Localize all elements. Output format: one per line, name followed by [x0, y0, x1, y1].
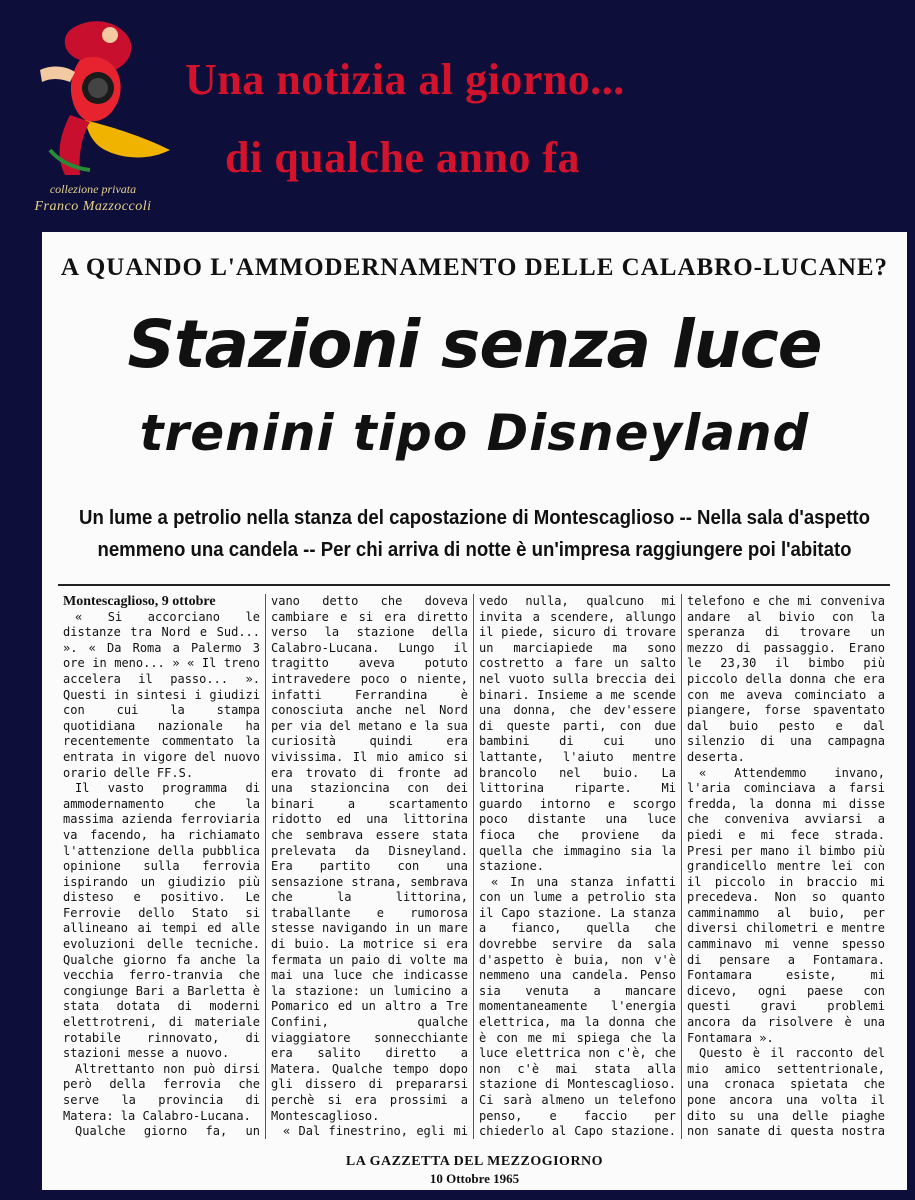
column-1: [58, 594, 266, 1139]
article-body: [58, 594, 890, 1139]
newspaper-name: LA GAZZETTA DEL MEZZOGIORNO: [345, 1154, 604, 1169]
column-4: [682, 594, 890, 1139]
paragraph: « In una stanza infatti con un lume a petrolio sta il Capo stazione. La stanza a fianco, quella che dovrebbe servire da sala d'aspetto è buia, non v'è nemmeno una candela. Penso sia venuta a mancare momentaneamente l'energia elettrica, ma la donna che è con me mi spiega che la luce elettrica non c'è, che non c'è mai stata alla stazione di Montescaglioso. Ci sarà almeno un telefono penso, e faccio per chiederlo al Capo stazione.: [479, 874, 676, 1139]
paragraph: « Attendemmo invano, l'aria cominciava a farsi fredda, la donna mi disse che conveniva avviarsi a piedi e mi fece strada. Presi per mano il bimbo più grandicello mentre lei con il piccolo in braccio mi precedeva. Non so quanto camminammo al buio, per diversi chilometri e mentre camminavo mi venne spesso di pensare a Fontamara. Fontamara esiste, mi dicevo, ogni paese con questi gravi problemi ancora da risolvere è una Fontamara ».: [687, 765, 885, 1045]
tagline-line1: Una notizia al giorno...: [185, 55, 625, 104]
logo-caption: [18, 182, 168, 215]
logo-caption-line2: Franco Mazzoccoli: [34, 199, 152, 214]
paragraph: vano detto che doveva cambiare e si era diretto verso la stazione della Calabro-Lucana. Lungo il tragitto aveva potuto intravedere poco o niente, infatti Ferrandina è conosciuta anche nel Nord per via del metano e la sua curiosità quindi era vivissima. Il mio amico si era trovato di fronte ad una stazioncina con dei binari a scartamento ridotto ed una littorina che sembrava essere stata prelevata da Disneyland. Era partito con una sensazione strana, sembrava che la littorina, traballante e rumorosa stesse navigando in un mare di buio. La motrice si era fermata un paio di volte ma mai una luce che indicasse la stazione: un lumicino a Pomarico ed un altro a Tre Confini, qualche viaggiatore sonnecchiante era salito diretto a Matera. Qualche tempo dopo gli dissero di prepararsi perchè si era prossimi a Montescaglioso.: [271, 594, 468, 1123]
article-deck: [72, 502, 876, 566]
newspaper-clipping: [42, 232, 907, 1190]
deck-line1: Un lume a petrolio nella stanza del capostazione di Montescaglioso -- Nella sala d'aspetto: [79, 507, 870, 529]
paragraph: Questo è il racconto del mio amico settentrionale, una cronaca spietata che pone ancora una volta il dito su una delle piaghe non sanate di questa nostra: [687, 1046, 885, 1139]
paragraph: « Dal finestrino, egli mi: [283, 1124, 468, 1139]
paragraph: « Si accorciano le distanze tra Nord e Sud... ». « Da Roma a Palermo 3 ore in meno... » « Il treno accelera il passo... ». Questi in sintesi i giudizi con cui la stampa quotidiana nazionale ha recentemente commentato la entrata in vigore del nuovo orario delle FF.S.: [63, 609, 260, 780]
paragraph: Altrettanto non può dirsi però della ferrovia che serve la provincia di Matera: la Calabro-Lucana.: [63, 1061, 260, 1123]
article-kicker: A QUANDO L'AMMODERNAMENTO DELLE CALABRO-LUCANE?: [60, 254, 889, 281]
source-footer: [42, 1154, 907, 1187]
column-2: [266, 594, 474, 1139]
column-3: [474, 594, 682, 1139]
deck-line2: nemmeno una candela -- Per chi arriva di notte è un'impresa raggiungere poi l'abitato: [97, 539, 852, 561]
paragraph: telefono e che mi conveniva andare al bivio con la speranza di trovare un mezzo di passaggio. Erano le 23,30 il bimbo più piccolo della donna che era con me aveva cominciato a piangere, forse spaventato dal buio pesto e dal silenzio di una campagna deserta.: [687, 594, 885, 764]
paragraph: Il vasto programma di ammodernamento che la massima azienda ferroviaria va facendo, ha richiamato l'attenzione della pubblica opinione sulla ferrovia ispirando un giudizio più disteso e positivo. Le Ferrovie dello Stato si allineano ai tempi ed alle evoluzioni delle tecniche. Qualche giorno fa anche la vecchia ferro-tranvia che congiunge Bari a Barletta è stata dotata di moderni elettrotreni, di materiale rotabile rinnovato, di stazioni messe a nuovo.: [63, 781, 260, 1061]
publication-date: 10 Ottobre 1965: [429, 1171, 520, 1186]
paragraph: vedo nulla, qualcuno mi invita a scendere, allungo il piede, sicuro di trovare un marciapiede ma sono costretto a fare un salto nel vuoto sulla breccia dei binari. Insieme a me scende una donna, che dev'essere di queste parti, con due bambini di cui uno lattante, l'aiuto mentre brancolo nel buio. La littorina riparte. Mi guardo intorno e scorgo poco distante una luce fioca che proviene da quella che immagino sia la stazione.: [479, 594, 676, 874]
dateline: Montescaglioso, 9 ottobre: [63, 594, 216, 609]
article-headline: Stazioni senza luce: [127, 306, 822, 383]
article-subheadline: trenini tipo Disneyland: [139, 404, 810, 462]
logo-caption-line1: collezione privata: [49, 182, 137, 196]
tagline-line2: di qualche anno fa: [225, 133, 580, 182]
page-header: [0, 0, 915, 228]
divider: [58, 584, 890, 586]
paragraph: Qualche giorno fa, un: [75, 1124, 260, 1139]
